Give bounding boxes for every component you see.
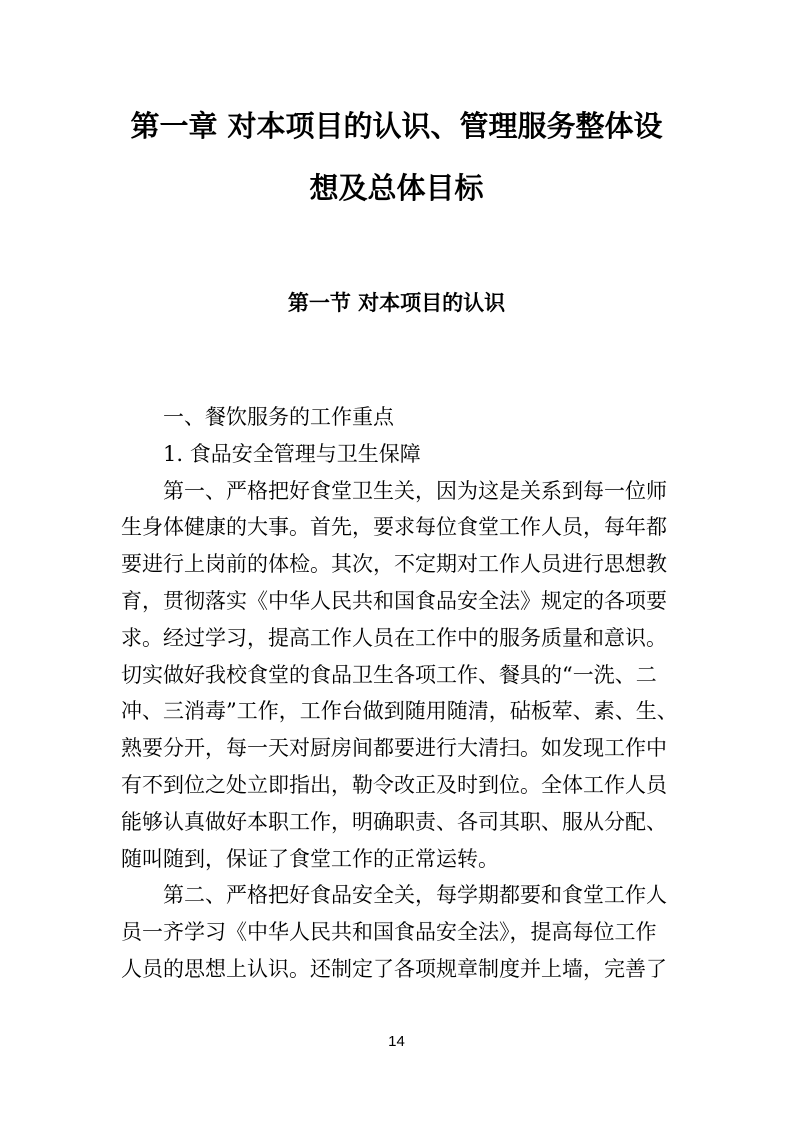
paragraph-line: 生身体健康的大事。首先，要求每位食堂工作人员，每年都 <box>121 515 667 540</box>
paragraph-line: 有不到位之处立即指出，勒令改正及时到位。全体工作人员 <box>121 772 667 797</box>
paragraph-line: 冲、三消毒”工作，工作台做到随用随清，砧板荤、素、生、 <box>121 699 678 724</box>
subheading-catering-focus: 一、餐饮服务的工作重点 <box>163 405 394 429</box>
subheading-food-safety: 1. 食品安全管理与卫生保障 <box>163 441 421 466</box>
section-title: 第一节 对本项目的认识 <box>287 291 506 315</box>
paragraph-line: 求。经过学习，提高工作人员在工作中的服务质量和意识。 <box>121 625 667 650</box>
page-number: 14 <box>388 1033 405 1050</box>
chapter-title-line-1: 第一章 对本项目的认识、管理服务整体设 <box>130 109 663 143</box>
paragraph-line: 熟要分开，每一天对厨房间都要进行大清扫。如发现工作中 <box>121 736 667 761</box>
paragraph-line: 育，贯彻落实《中华人民共和国食品安全法》规定的各项要 <box>121 588 667 613</box>
paragraph-line: 第二、严格把好食品安全关，每学期都要和食堂工作人 <box>163 883 667 908</box>
chapter-title-line-2: 想及总体目标 <box>309 171 484 205</box>
paragraph-line: 随叫随到，保证了食堂工作的正常运转。 <box>121 846 499 871</box>
paragraph-line: 要进行上岗前的体检。其次，不定期对工作人员进行思想教 <box>121 552 667 577</box>
paragraph-line: 能够认真做好本职工作，明确职责、各司其职、服从分配、 <box>121 809 667 834</box>
paragraph-line: 人员的思想上认识。还制定了各项规章制度并上墙，完善了 <box>121 956 667 981</box>
paragraph-line: 员一齐学习《中华人民共和国食品安全法》，提高每位工作 <box>121 920 657 945</box>
chapter-title <box>100 95 693 219</box>
paragraph-line: 切实做好我校食堂的食品卫生各项工作、餐具的“一洗、二 <box>121 662 657 687</box>
body-text <box>121 399 681 988</box>
paragraph-line: 第一、严格把好食堂卫生关，因为这是关系到每一位师 <box>163 478 667 503</box>
